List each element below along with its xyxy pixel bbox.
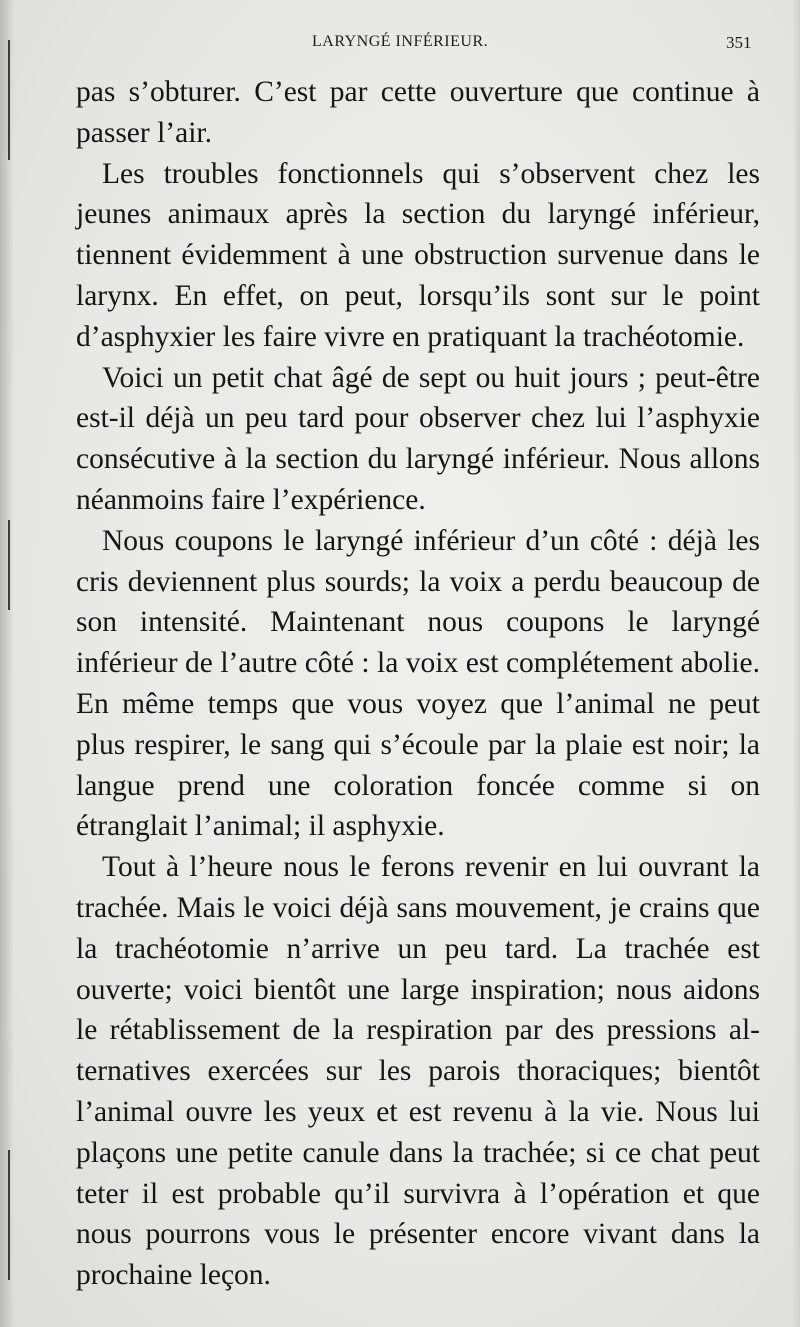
running-head bbox=[0, 33, 800, 57]
page-right-shadow bbox=[792, 0, 800, 1327]
page-gutter-shadow bbox=[0, 0, 14, 1327]
body-text bbox=[76, 72, 760, 1296]
paragraph: Tout à l’heure nous le ferons revenir en lui ouvrant la trachée. Mais le voici déjà sans mouvement, je crains que la trachéotomie n’arrive un peu tard. La trachée est ouverte; voici bientôt une large inspiration; nous aidons le rétablissement de la respiration par des pressions alternatives exercées sur les parois thoraciques; bientôt l’animal ouvre les yeux et est revenu à la vie. Nous lui plaçons une petite canule dans la trachée; si ce chat peut teter il est probable qu’il survivra à l’opération et que nous pourrons vous le présenter encore vivant dans la prochaine leçon. bbox=[76, 851, 760, 1292]
running-title: LARYNGÉ INFÉRIEUR. bbox=[312, 33, 489, 50]
page-edge-mark bbox=[8, 40, 10, 160]
paragraph: Les troubles fonctionnels qui s’observent chez les jeunes animaux après la section du laryngé inférieur, tiennent évidemment à une obstruction survenue dans le larynx. En effet, on peut, lorsqu’ils sont sur le point d’asphyxier les faire vivre en pratiquant la trachéotomie. bbox=[76, 157, 760, 353]
paragraph: Voici un petit chat âgé de sept ou huit jours ; peut-être est-il déjà un peu tard pour observer chez lui l’asphyxie consécutive à la section du laryngé inférieur. Nous allons néanmoins faire l’expérience. bbox=[76, 361, 760, 516]
paragraph: Nous coupons le laryngé inférieur d’un côté : déjà les cris deviennent plus sourds; la voix a perdu beaucoup de son intensité. Maintenant nous coupons le laryngé inférieur de l’autre côté : la voix est complétement abolie. En même temps que vous voyez que l’animal ne peut plus respirer, le sang qui s’écoule par la plaie est noir; la langue prend une coloration foncée comme si on étranglait l’animal; il asphyxie. bbox=[76, 524, 760, 843]
paragraph: pas s’obturer. C’est par cette ouverture que continue à passer l’air. bbox=[76, 76, 760, 149]
page-number: 351 bbox=[726, 33, 752, 52]
page-edge-mark bbox=[8, 520, 10, 610]
page-edge-mark bbox=[8, 1150, 10, 1280]
